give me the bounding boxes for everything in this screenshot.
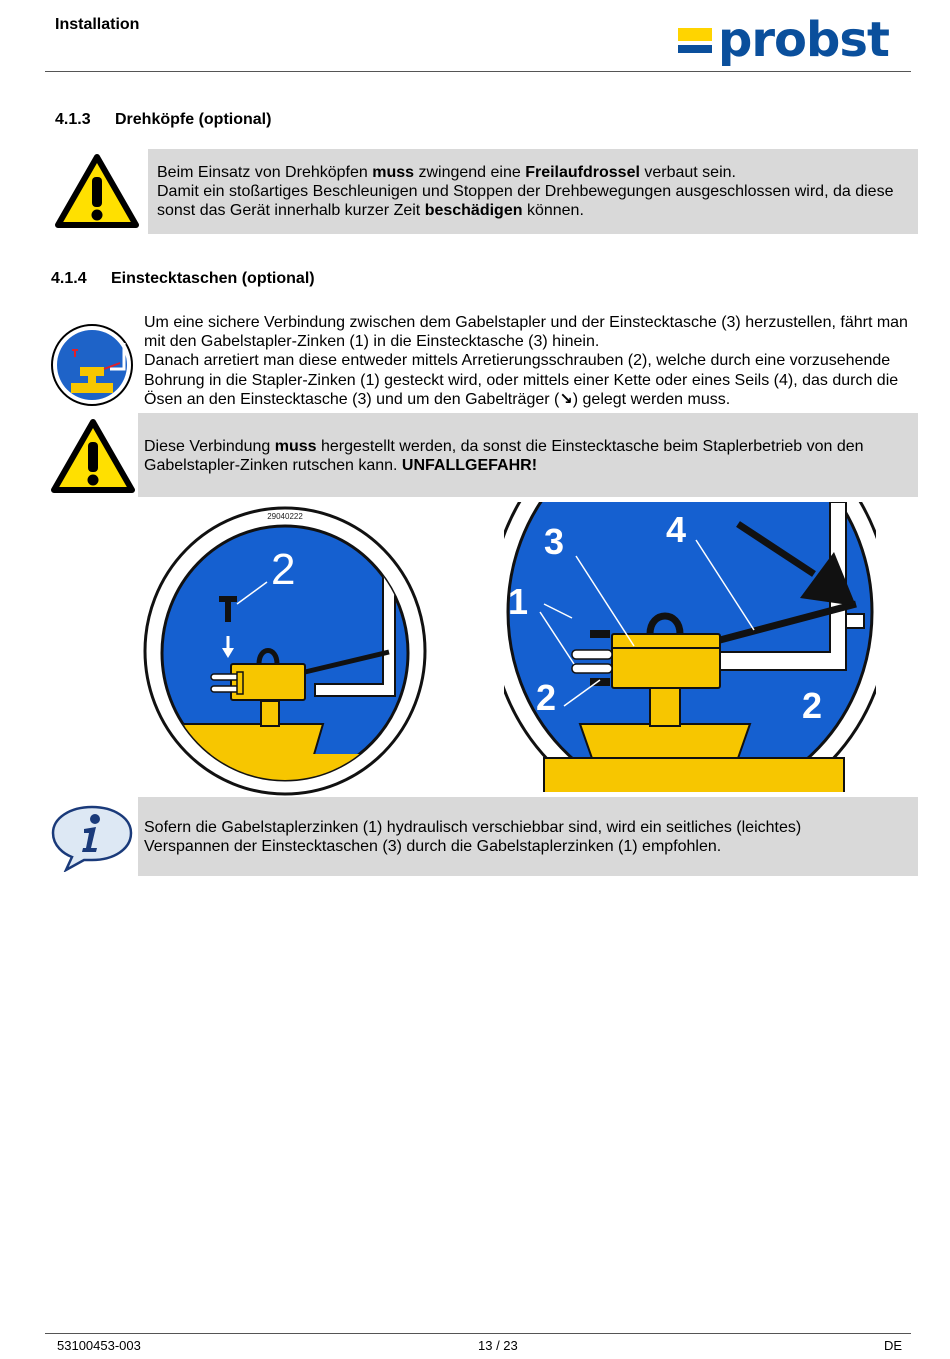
footer-divider: [45, 1333, 911, 1334]
section-heading-413: [55, 111, 271, 129]
instruction-paragraph-2: Danach arretiert man diese entweder mittels Arretierungsschrauben (2), welche durch eine vorzusehende Bohrung in die Stapler-Zinken (1) gesteckt wird, oder mittels einer Kette oder eines Seils (4), das durch die Ösen an den Einstecktasche (3) und um den Gabelträger (↘) gelegt werden muss.: [144, 352, 899, 408]
figure-label-1: 1: [508, 581, 529, 622]
section-number: 4.1.4: [51, 270, 87, 287]
figure-label-3: 3: [544, 521, 565, 562]
footer-page-number: 13 / 23: [478, 1338, 518, 1353]
warning-text: Diese Verbindung muss hergestellt werden, da sonst die Einstecktasche beim Staplerbetrieb von den Gabelstapler-Zinken rutschen kann. UNFALLGEFAHR!: [144, 438, 864, 475]
mandatory-instruction-sign-icon: [50, 323, 134, 407]
footer-language: DE: [884, 1338, 903, 1353]
section-heading-414: [51, 270, 315, 288]
figure-label-4: 4: [666, 509, 687, 550]
info-text: Sofern die Gabelstaplerzinken (1) hydraulisch verschiebbar sind, wird ein seitliches (leichtes) Verspannen der Einstecktaschen (3) durch die Gabelstaplerzinken (1) empfohlen.: [144, 819, 802, 856]
figure-label-2-right: 2: [802, 685, 823, 726]
fork-carrier-symbol: ↘: [559, 390, 573, 408]
section-title: Einstecktaschen (optional): [111, 270, 315, 287]
footer-doc-number: 53100453-003: [57, 1338, 141, 1353]
warning-text-line1: Beim Einsatz von Drehköpfen muss zwingend eine Freilaufdrossel verbaut sein.: [157, 164, 736, 181]
figure-label-2: 2: [271, 545, 296, 594]
warning-box-413: [148, 149, 918, 234]
page-header-title: Installation: [55, 16, 140, 33]
header-divider: [45, 71, 911, 72]
figure-code: 29040222: [267, 512, 303, 521]
section-number: 4.1.3: [55, 111, 91, 128]
instruction-text: [144, 313, 914, 409]
section-title: Drehköpfe (optional): [115, 111, 272, 128]
info-speech-bubble-icon: [50, 804, 134, 872]
fork-pocket-detail-figure: [504, 502, 876, 792]
logo-text: probst: [718, 12, 889, 68]
info-box: [138, 797, 918, 876]
warning-triangle-icon: [54, 153, 140, 229]
warning-text-line2: Damit ein stoßartiges Beschleunigen und Stoppen der Drehbewegungen ausgeschlossen wird, da diese sonst das Gerät innerhalb kurzer Zeit beschädigen können.: [157, 183, 894, 220]
warning-box-414: [138, 413, 918, 497]
probst-logo: [678, 12, 908, 68]
warning-triangle-icon: [50, 418, 136, 494]
instruction-paragraph-1: Um eine sichere Verbindung zwischen dem Gabelstapler und der Einstecktasche (3) herzustellen, fährt man mit den Gabelstapler-Zinken (1) in die Einstecktasche (3) hinein.: [144, 314, 908, 351]
locking-screw-sign-figure: [143, 506, 427, 796]
figure-label-2-left: 2: [536, 677, 557, 718]
